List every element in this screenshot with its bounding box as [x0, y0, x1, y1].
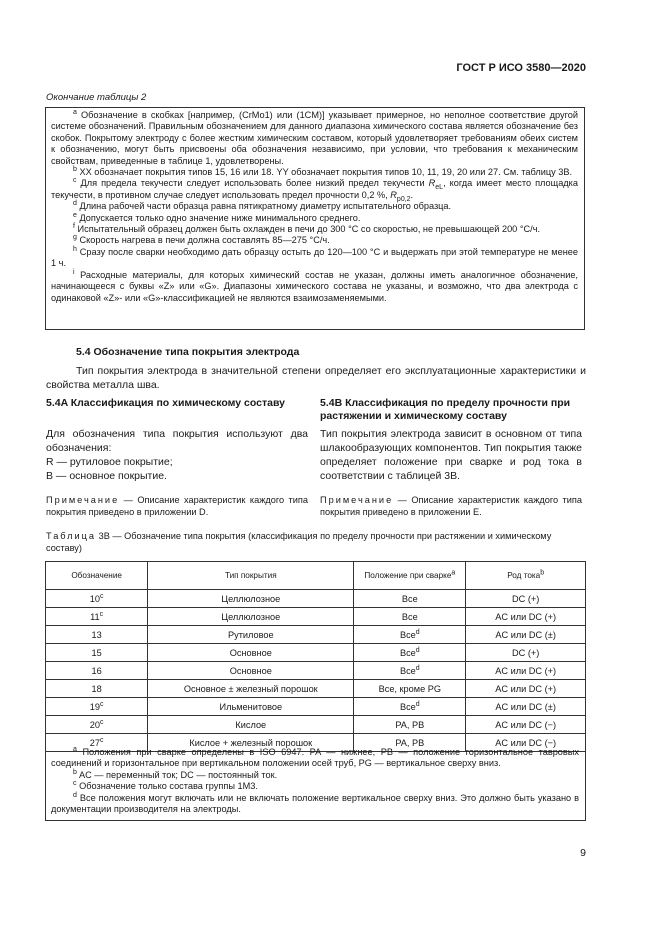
cell-designation: 18 — [46, 680, 148, 698]
cell-designation: 16 — [46, 662, 148, 680]
table-row — [46, 716, 586, 734]
table-row — [46, 644, 586, 662]
cell-coating: Целлюлозное — [148, 608, 354, 626]
footnote-f: $^f$ Испытательный образец должен быть охлажден в печи до 300 °С со скоростью, не превышающей 200 °С/ч. — [73, 223, 541, 235]
cell-position: PA, PB — [354, 734, 466, 752]
footnote-a: $^a$ Обозначение в скобках [например, (CrMo1) или (1CM)] указывает примерное, но неполное соответствие другой системе обозначений. Правильным обозначением для данного диапазона химического состава является обозначение без скобок. Покрытому электроду с более жестким химическим составом, который удовлетворяет требованиям обеих систем к обозначению, могут быть присвоены оба обозначения независимо, при условии, что требования к механическим свойствам, приведенные в таблице 1, удовлетворены. — [51, 108, 578, 166]
cell-coating: Кислое + железный порошок — [148, 734, 354, 752]
column-b-title: 5.4B Классификация по пределу прочности при растяжении и химическому составу — [320, 397, 571, 422]
cell-position: Все$^d$ — [354, 644, 466, 662]
column-a-item-r: R — рутиловое покрытие; — [46, 456, 173, 468]
table-row — [46, 662, 586, 680]
cell-designation: 10$^c$ — [46, 590, 148, 608]
cell-current: AC или DC (±) — [466, 698, 586, 716]
table-footnote-b: $^b$ AC — переменный ток; DC — постоянный ток. — [73, 768, 278, 780]
cell-current: AC или DC (−) — [466, 734, 586, 752]
table-header-row — [46, 562, 586, 590]
header-designation: Обозначение — [46, 562, 148, 590]
cell-designation: 15 — [46, 644, 148, 662]
cell-coating: Основное — [148, 644, 354, 662]
cell-coating: Целлюлозное — [148, 590, 354, 608]
section-paragraph: Тип покрытия электрода в значительной степени определяет его эксплуатационные характеристики и свойства металла шва. — [46, 365, 586, 391]
cell-coating: Ильменитовое — [148, 698, 354, 716]
footnote-e: $^e$ Допускается только одно значение ниже минимального среднего. — [73, 211, 361, 223]
column-a-note: Примечание — Описание характеристик каждого типа покрытия приведено в приложении D. — [46, 495, 308, 517]
page-number: 9 — [580, 847, 586, 859]
table-footnotes — [45, 745, 586, 821]
table-caption: Таблица 3B — Обозначение типа покрытия (классификация по пределу прочности при растяжении и химическому составу) — [46, 531, 552, 553]
cell-position: Все — [354, 608, 466, 626]
cell-designation: 13 — [46, 626, 148, 644]
footnote-d: $^d$ Длина рабочей части образца равна пятикратному диаметру испытательного образца. — [73, 200, 452, 212]
document-code: ГОСТ Р ИСО 3580—2020 — [456, 62, 586, 74]
cell-designation: 11$^c$ — [46, 608, 148, 626]
column-a — [46, 397, 308, 518]
table2-footnotes — [45, 107, 585, 330]
cell-position: Все$^d$ — [354, 662, 466, 680]
cell-current: AC или DC (+) — [466, 662, 586, 680]
cell-designation: 19$^c$ — [46, 698, 148, 716]
cell-position: Все — [354, 590, 466, 608]
column-a-item-b: В — основное покрытие. — [46, 470, 167, 482]
cell-position: Все$^d$ — [354, 698, 466, 716]
footnote-g: $^g$ Скорость нагрева в печи должна составлять 85—275 °С/ч. — [73, 234, 330, 246]
table-footnote-c: $^c$ Обозначение только состава группы 1М3. — [73, 780, 258, 792]
cell-current: AC или DC (−) — [466, 716, 586, 734]
footnote-b: $^b$ XX обозначает покрытия типов 15, 16 или 18. YY обозначает покрытия типов 10, 11, 19, 20 или 27. См. таблицу 3B. — [73, 165, 573, 178]
cell-coating: Кислое — [148, 716, 354, 734]
cell-designation: 20$^c$ — [46, 716, 148, 734]
cell-current: DC (+) — [466, 590, 586, 608]
table-row — [46, 590, 586, 608]
cell-position: Все, кроме PG — [354, 680, 466, 698]
column-b-paragraph: Тип покрытия электрода зависит в основном от типа шлакообразующих компонентов. Тип покрытия также определяет положение при сварке и род тока в соответствии с таблицей 3B. — [320, 428, 582, 482]
continuation-label: Окончание таблицы 2 — [46, 92, 147, 103]
column-b-note: Примечание — Описание характеристик каждого типа покрытия приведено в приложении E. — [320, 495, 582, 517]
column-b — [320, 397, 582, 518]
cell-coating: Основное ± железный порошок — [148, 680, 354, 698]
cell-designation: 27$^c$ — [46, 734, 148, 752]
cell-position: PA, PB — [354, 716, 466, 734]
header-current: Род тока$^b$ — [466, 562, 586, 590]
table-row — [46, 698, 586, 716]
coating-types-table — [45, 561, 586, 752]
header-coating: Тип покрытия — [148, 562, 354, 590]
column-a-title: 5.4A Классификация по химическому составу — [46, 397, 286, 409]
footnote-i: $^i$ Расходные материалы, для которых химический состав не указан, должны иметь аналогичное обозначение, начинающееся с буквы «Z» или «G». Диапазоны химического состава не указаны, и возможно, что два электрода с одинаковой «Z»- или «G»-классификацией не являются взаимозаменяемыми. — [51, 268, 578, 303]
table-row — [46, 680, 586, 698]
footnote-c: $^c$ Для предела текучести следует использовать более низкий предел текучести $R_{eL}$, когда имеет место площадка текучести, в противном случае следует использовать предел прочности 0,2 %, $R_{p0,2}$. — [51, 177, 578, 203]
cell-current: AC или DC (+) — [466, 608, 586, 626]
table-row — [46, 608, 586, 626]
cell-position: Все$^d$ — [354, 626, 466, 644]
table-footnote-a: $^a$ Положения при сварке определены в ISO 6947. PA — нижнее, PB — положение горизонтальное тавровых соединений и горизонтальное при вертикальном положении осей труб, PG — вертикальное сверху вниз. — [51, 745, 579, 769]
table-footnote-d: $^d$ Все положения могут включать или не включать положение вертикальное сверху вниз. Это должно быть указано в документации производителя на электроды. — [51, 791, 579, 815]
header-position: Положение при сварке$^a$ — [354, 562, 466, 590]
footnote-h: $^h$ Сразу после сварки необходимо дать образцу остыть до 120—100 °С и выдержать при этой температуре не менее 1 ч. — [51, 245, 578, 269]
column-a-intro: Для обозначения типа покрытия используют два обозначения: — [46, 428, 308, 454]
cell-current: AC или DC (+) — [466, 680, 586, 698]
table-row — [46, 626, 586, 644]
cell-coating: Основное — [148, 662, 354, 680]
cell-coating: Рутиловое — [148, 626, 354, 644]
cell-current: DC (+) — [466, 644, 586, 662]
section-title: 5.4 Обозначение типа покрытия электрода — [76, 346, 300, 358]
cell-current: AC или DC (±) — [466, 626, 586, 644]
